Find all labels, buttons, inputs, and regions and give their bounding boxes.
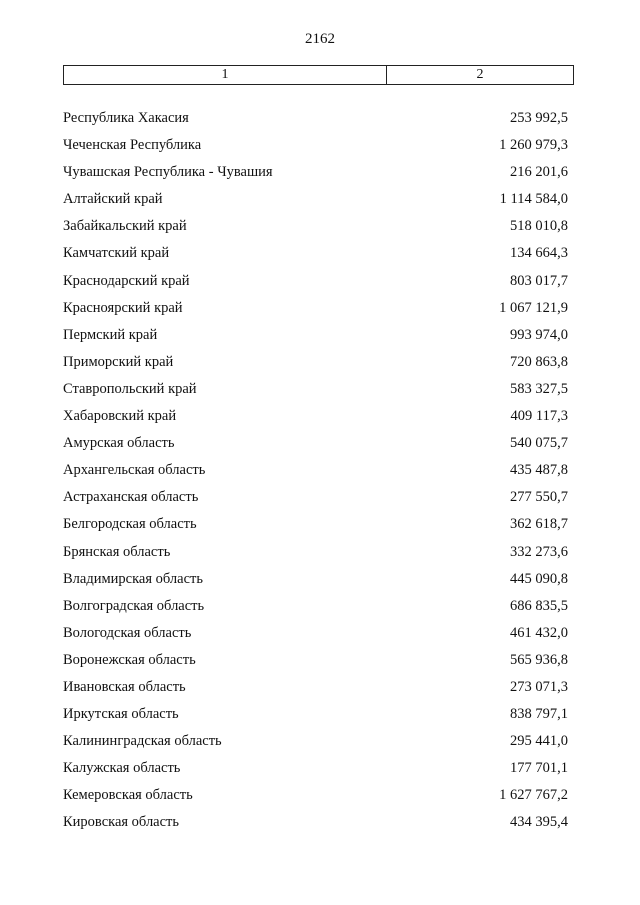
region-name: Краснодарский край — [63, 272, 190, 289]
region-value: 686 835,5 — [510, 597, 568, 614]
region-name: Красноярский край — [63, 299, 183, 316]
region-name: Калининградская область — [63, 733, 222, 750]
region-name: Волгоградская область — [63, 597, 205, 614]
region-value: 540 075,7 — [510, 435, 568, 452]
region-value: 583 327,5 — [510, 380, 568, 397]
table-row — [0, 272, 640, 299]
region-name: Амурская область — [63, 435, 175, 452]
region-value: 253 992,5 — [510, 110, 568, 126]
region-name: Приморский край — [63, 353, 174, 370]
region-name: Алтайский край — [63, 191, 163, 208]
table-row — [0, 353, 640, 380]
table-row — [0, 136, 640, 163]
region-name: Ивановская область — [63, 678, 186, 695]
table-row — [0, 624, 640, 651]
table-row — [0, 597, 640, 624]
region-name: Камчатский край — [63, 245, 170, 262]
region-value: 1 627 767,2 — [499, 787, 568, 804]
region-name: Вологодская область — [63, 624, 192, 641]
region-name: Кировская область — [63, 814, 180, 831]
region-value: 1 067 121,9 — [499, 299, 568, 316]
table-row — [0, 515, 640, 542]
region-name: Архангельская область — [63, 462, 206, 479]
table-row — [0, 651, 640, 678]
table-header — [63, 65, 574, 85]
region-name: Пермский край — [63, 326, 158, 343]
region-name: Хабаровский край — [63, 408, 177, 425]
region-name: Владимирская область — [63, 570, 203, 587]
table-row — [0, 543, 640, 570]
table-row — [0, 163, 640, 190]
table-row — [0, 732, 640, 759]
table-row — [0, 299, 640, 326]
table-row — [0, 678, 640, 705]
table-row — [0, 244, 640, 271]
table-row — [0, 217, 640, 244]
region-value: 518 010,8 — [510, 218, 568, 235]
column-header-2: 2 — [476, 67, 484, 82]
column-header-1: 1 — [64, 66, 387, 84]
region-value: 461 432,0 — [510, 624, 568, 641]
table-row — [0, 759, 640, 786]
table-row — [0, 190, 640, 217]
region-value: 565 936,8 — [510, 651, 568, 668]
table-row — [0, 326, 640, 353]
page-number: 2162 — [305, 31, 335, 47]
region-value: 409 117,3 — [510, 408, 568, 425]
table-row — [0, 705, 640, 732]
region-name: Брянская область — [63, 543, 171, 560]
region-name: Белгородская область — [63, 516, 197, 533]
region-value: 216 201,6 — [510, 164, 568, 181]
region-value: 134 664,3 — [510, 245, 568, 262]
region-name: Республика Хакасия — [63, 110, 189, 126]
table-row — [0, 813, 640, 840]
table-row — [0, 109, 640, 136]
region-value: 332 273,6 — [510, 543, 568, 560]
region-value: 362 618,7 — [510, 516, 568, 533]
region-name: Чувашская Республика - Чувашия — [63, 164, 273, 181]
region-value: 277 550,7 — [510, 489, 568, 506]
region-value: 273 071,3 — [510, 678, 568, 695]
region-value: 1 114 584,0 — [499, 191, 568, 208]
region-value: 434 395,4 — [510, 814, 568, 831]
region-value: 435 487,8 — [510, 462, 568, 479]
region-name: Ставропольский край — [63, 380, 197, 397]
region-name: Астраханская область — [63, 489, 199, 506]
region-name: Кемеровская область — [63, 787, 193, 804]
region-value: 445 090,8 — [510, 570, 568, 587]
region-name: Иркутская область — [63, 706, 179, 723]
table-row — [0, 461, 640, 488]
region-value: 295 441,0 — [510, 733, 568, 750]
table-row — [0, 380, 640, 407]
table-row — [0, 570, 640, 597]
table-row — [0, 407, 640, 434]
region-value: 1 260 979,3 — [499, 137, 568, 154]
region-value: 720 863,8 — [510, 353, 568, 370]
region-value: 838 797,1 — [510, 706, 568, 723]
table-row — [0, 786, 640, 813]
region-value: 177 701,1 — [510, 760, 568, 777]
region-table-body — [0, 109, 640, 841]
region-value: 803 017,7 — [510, 272, 568, 289]
table-row — [0, 488, 640, 515]
region-name: Калужская область — [63, 760, 181, 777]
region-value: 993 974,0 — [510, 326, 568, 343]
region-name: Забайкальский край — [63, 218, 187, 235]
region-name: Чеченская Республика — [63, 137, 202, 154]
region-name: Воронежская область — [63, 651, 196, 668]
table-row — [0, 434, 640, 461]
